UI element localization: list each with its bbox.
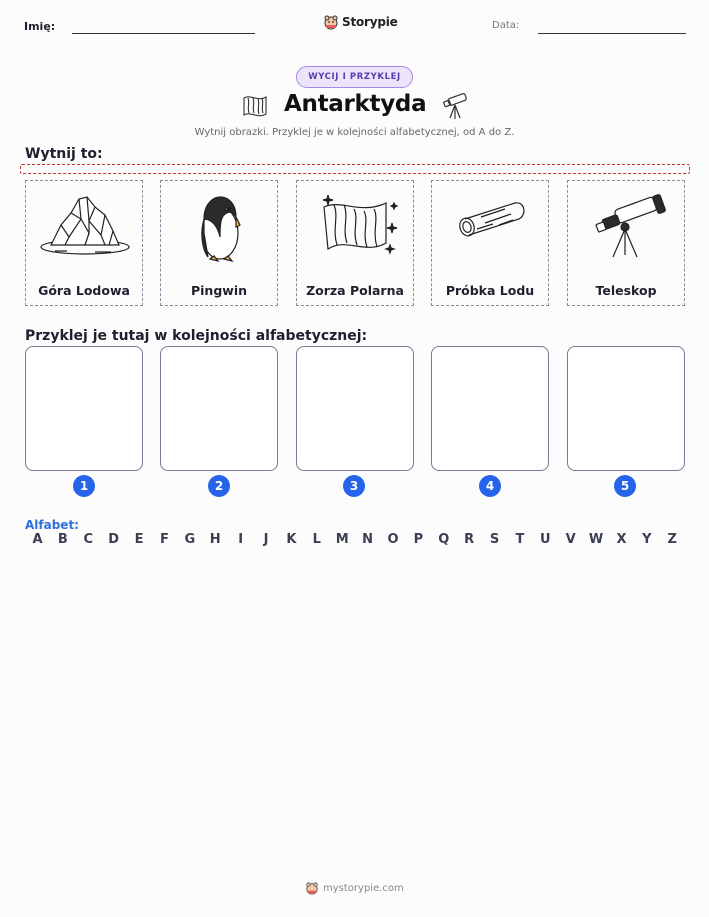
cut-card-penguin[interactable]	[160, 180, 278, 306]
paste-box-1[interactable]	[25, 346, 143, 471]
alphabet-letter: B	[57, 532, 68, 547]
cut-section-label: Wytnij to:	[25, 146, 103, 162]
alphabet-letter: O	[387, 532, 399, 547]
date-label: Data:	[492, 20, 520, 31]
card-label: Próbka Lodu	[445, 283, 535, 298]
card-label: Góra Lodowa	[38, 283, 130, 298]
ice-core-icon	[441, 189, 541, 267]
card-label: Teleskop	[595, 283, 657, 298]
mascot-icon	[305, 881, 319, 895]
iceberg-icon	[35, 189, 135, 267]
paste-box-2[interactable]	[160, 346, 278, 471]
cut-card-iceberg[interactable]	[25, 180, 143, 306]
position-number: 1	[73, 475, 95, 497]
mascot-icon	[323, 14, 339, 30]
cut-card-aurora[interactable]	[296, 180, 414, 306]
footer	[305, 879, 404, 897]
alphabet-letter: L	[312, 532, 321, 547]
alphabet-letter: V	[565, 532, 576, 547]
cut-card-telescope[interactable]	[567, 180, 685, 306]
alphabet-letter: E	[134, 532, 144, 547]
alphabet-letter: Q	[438, 532, 450, 547]
name-field[interactable]	[72, 33, 255, 34]
instructions: Wytnij obrazki. Przyklej je w kolejności alfabetycznej, od A do Z.	[194, 127, 515, 138]
telescope-icon	[440, 90, 470, 122]
position-number: 5	[614, 475, 636, 497]
storypie-logo	[323, 13, 398, 31]
alphabet-letter: T	[515, 532, 525, 547]
position-number: 3	[343, 475, 365, 497]
page-title: Antarktyda	[284, 91, 427, 117]
brand-name: Storypie	[342, 15, 398, 29]
alphabet-letter: J	[263, 532, 269, 547]
paste-box-5[interactable]	[567, 346, 685, 471]
activity-badge: WYCIJ I PRZYKLEJ	[296, 66, 413, 88]
cut-line	[20, 164, 690, 174]
paste-box-4[interactable]	[431, 346, 549, 471]
penguin-icon	[170, 189, 270, 267]
worksheet-header	[0, 0, 709, 48]
alphabet-letter: I	[238, 532, 244, 547]
alphabet-letter: A	[32, 532, 43, 547]
alphabet-letter: D	[108, 532, 120, 547]
date-field[interactable]	[538, 33, 686, 34]
alphabet-letter: N	[362, 532, 374, 547]
telescope-icon	[577, 189, 677, 267]
alphabet-letter: S	[489, 532, 500, 547]
footer-url[interactable]: mystorypie.com	[323, 882, 404, 894]
alphabet-letter: K	[286, 532, 297, 547]
alphabet-letter: Y	[642, 532, 652, 547]
alphabet-letter: C	[83, 532, 94, 547]
card-label: Pingwin	[190, 283, 248, 298]
aurora-icon	[240, 90, 270, 122]
alphabet-row	[25, 532, 685, 547]
paste-section-label: Przyklej je tutaj w kolejności alfabetycznej:	[25, 328, 368, 344]
alphabet-letter: U	[540, 532, 551, 547]
alphabet-letter: H	[209, 532, 221, 547]
alphabet-letter: M	[335, 532, 349, 547]
alphabet-letter: Z	[667, 532, 677, 547]
alphabet-letter: R	[464, 532, 475, 547]
cut-card-ice-core[interactable]	[431, 180, 549, 306]
alphabet-letter: P	[413, 532, 424, 547]
card-label: Zorza Polarna	[306, 283, 404, 298]
alphabet-letter: G	[184, 532, 196, 547]
position-number: 2	[208, 475, 230, 497]
position-number: 4	[479, 475, 501, 497]
alphabet-letter: F	[160, 532, 169, 547]
name-label: Imię:	[24, 20, 56, 33]
alphabet-letter: W	[588, 532, 604, 547]
alphabet-label: Alfabet:	[25, 518, 79, 532]
alphabet-letter: X	[616, 532, 627, 547]
aurora-icon	[306, 189, 406, 267]
paste-box-3[interactable]	[296, 346, 414, 471]
